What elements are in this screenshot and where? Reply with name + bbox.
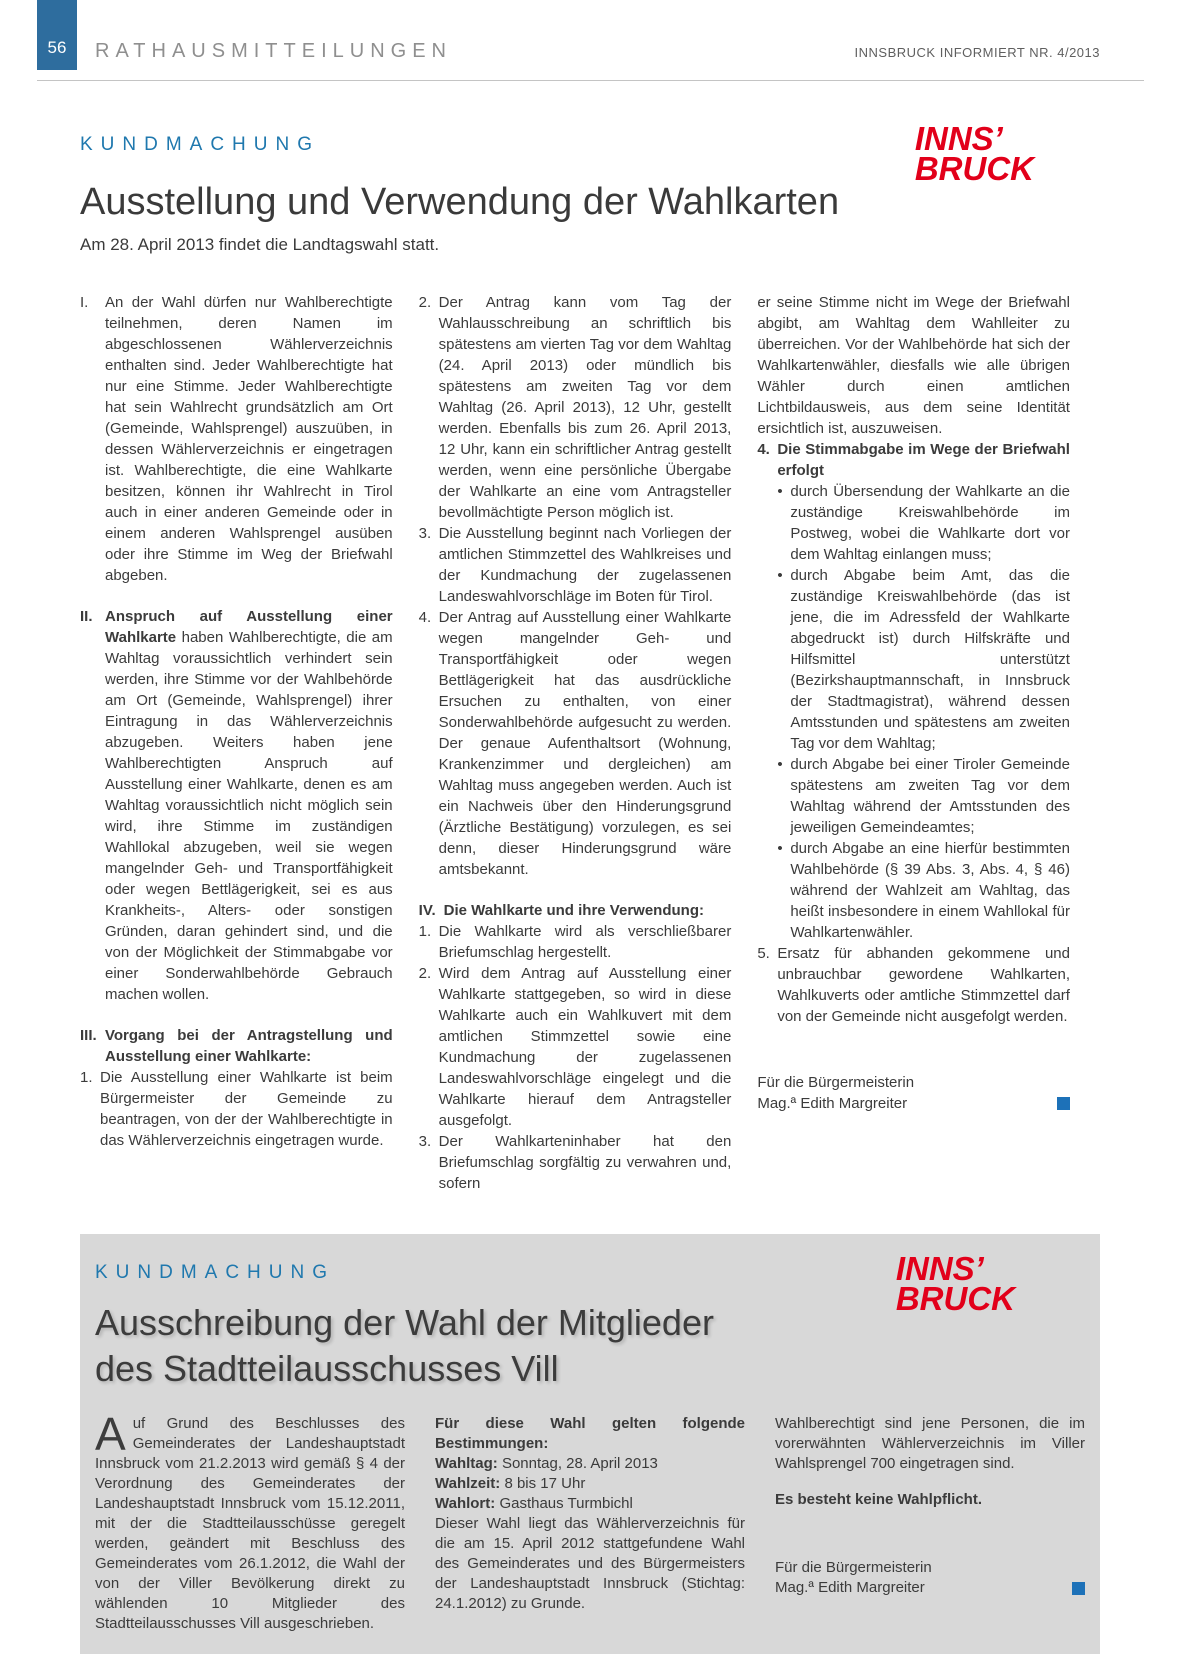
list-label: 3. — [418, 1133, 432, 1150]
column-1 — [95, 1408, 405, 1634]
end-marker-square — [1072, 1582, 1085, 1595]
column-1 — [80, 292, 393, 1194]
column-3-text — [775, 1414, 1085, 1510]
list-label: 4. — [418, 609, 432, 626]
text-block: 1. Die Wahlkarte wird als verschließbarer Briefumschlag hergestellt. — [418, 923, 732, 961]
page-number-tab — [37, 0, 77, 70]
list-label: 2. — [418, 965, 432, 982]
text-block: • durch Übersendung der Wahlkarte an die zuständige Kreiswahlbehörde im Postweg, wobei die Wahlkarte dort vor dem Wahltag einlangen muss; — [777, 483, 1070, 563]
list-label: IV. — [418, 902, 436, 919]
column-3 — [775, 1414, 1085, 1634]
bold-lead-text: Wahlort: — [435, 1495, 500, 1512]
text-block: er seine Stimme nicht im Wege der Briefwahl abgibt, am Wahltag dem Wahlleiter zu überreichen. Vor der Wahlbehörde hat sich der Wahlkartenwähler, diesfalls wie alle übrigen Wähler durch einen amtlichen Lichtbildausweis, aus dem seine Identität ersichtlich ist, auszuweisen. — [757, 294, 1070, 437]
text-block — [80, 1025, 393, 1067]
list-label: • — [777, 840, 783, 857]
signature-role: Für die Bürgermeisterin — [775, 1559, 932, 1576]
text-block — [419, 900, 732, 921]
text-block: Dieser Wahl liegt das Wählerverzeichnis für die am 15. April 2012 stattgefundene Wahl des Gemeinderates und des Bürgermeisters der Landeshauptstadt Innsbruck (Stichtag: 24.1.2012) zu Grunde. — [435, 1515, 745, 1612]
text-block: II. Anspruch auf Ausstellung einer Wahlkarte haben Wahlberechtigte, die am Wahltag voraussichtlich verhindert sein werden, ihre Stimme vor der Wahlbehörde am Ort (Gemeinde, Wahlsprengel) ihrer Eintragung in das Wählerverzeichnis abzugeben. Weiters haben jene Wahlberechtigten Anspruch auf Ausstellung einer Wahlkarte, denen es am Wahltag voraussichtlich nicht möglich sein wird, ihre Stimme im zuständigen Wahllokal abzugeben, weil sie wegen mangelnder Geh- und Transportfähigkeit oder wegen Bettlägerigkeit, sei es aus Krankheits-, Alters- oder sonstigen Gründen, daran gehindert sind, und die von der Möglichkeit der Stimmabgabe vor einer Sonderwahlbehörde Gebrauch machen wollen. — [80, 608, 393, 1003]
list-label: • — [777, 567, 783, 584]
page-header — [37, 0, 1144, 81]
bold-lead-text: Anspruch auf Ausstellung einer Wahlkarte — [105, 608, 393, 646]
article-vill — [80, 1234, 1100, 1654]
signature-name: Mag.ª Edith Margreiter — [775, 1579, 925, 1596]
text-block: 3. Die Ausstellung beginnt nach Vorliegen der amtlichen Stimmzettel des Wahlkreises und der Kundmachung der zugelassenen Landeswahlvorschläge im Boten für Tirol. — [418, 525, 732, 605]
list-label: III. — [80, 1027, 97, 1044]
text-block: • durch Abgabe an eine hierfür bestimmten Wahlbehörde (§ 39 Abs. 3, Abs. 4, § 46) während der Wahlzeit am Wahltag, das heißt insbesondere in einem Wahllokal für Wahlkartenwähler. — [777, 840, 1070, 941]
column-2 — [419, 292, 732, 1194]
text-block: Wahlberechtigt sind jene Personen, die im vorerwähnten Wählerverzeichnis im Viller Wahlsprengel 700 eingetragen sind. — [775, 1415, 1085, 1472]
text-block: 2. Der Antrag kann vom Tag der Wahlausschreibung an schriftlich bis spätestens am vierten Tag vor dem Wahltag (24. April 2013) oder mündlich bis spätestens am zweiten Tag vor dem Wahltag (26. April 2013), 12 Uhr, gestellt werden. Ebenfalls bis zum 26. April 2013, 12 Uhr, kann ein schriftlicher Antrag gestellt werden, wenn eine persönliche Übergabe der Wahlkarte an eine vom Antragsteller bevollmächtigte Person möglich ist. — [418, 294, 732, 521]
page-content — [80, 80, 1100, 1654]
bold-lead-text: Vorgang bei der Antragstellung und Ausstellung einer Wahlkarte: — [105, 1027, 393, 1065]
text-block: 1. Die Ausstellung einer Wahlkarte ist beim Bürgermeister der Gemeinde zu beantragen, von der der Wahlberechtigte in das Wählerverzeichnis eingetragen wurde. — [80, 1069, 393, 1149]
innsbruck-logo-line1: INNS’ — [895, 1250, 984, 1287]
list-label: 5. — [757, 945, 770, 962]
bold-lead-text: Wahlzeit: — [435, 1475, 505, 1492]
innsbruck-logo — [895, 1250, 1015, 1317]
kicker-label: KUNDMACHUNG — [80, 134, 320, 155]
article-title: Ausstellung und Verwendung der Wahlkarten — [80, 181, 840, 223]
list-label: II. — [80, 608, 93, 625]
list-label: 1. — [80, 1069, 93, 1086]
text-block: • durch Abgabe beim Amt, das die zuständige Kreiswahlbehörde (das ist jene, die im Adressfeld der Wahlkarte abgedruckt ist) durch Hilfskräfte und Hilfsmittel unterstützt (Bezirkshauptmannschaft, in Innsbruck der Stadtmagistrat), während dessen Amtsstunden und spätestens am zweiten Tag vor dem Wahltag; — [777, 567, 1070, 752]
kicker-label: KUNDMACHUNG — [95, 1262, 335, 1283]
end-marker-square — [1057, 1097, 1070, 1110]
article-wahlkarten-head — [80, 80, 1100, 256]
text-block: Wahlort: Gasthaus Turmbichl — [435, 1495, 633, 1512]
bold-lead-text: Für diese Wahl gelten folgende Bestimmungen: — [435, 1415, 745, 1452]
article-title-line1: Ausschreibung der Wahl der Mitglieder — [95, 1302, 714, 1343]
text-block — [775, 1490, 1085, 1510]
issue-info: INNSBRUCK INFORMIERT NR. 4/2013 — [854, 45, 1100, 60]
article-columns — [95, 1408, 1085, 1634]
text-block: Auf Grund des Beschlusses des Gemeinderates der Landeshauptstadt Innsbruck vom 21.2.2013 wird gemäß § 4 der Verordnung des Gemeinderates der Landeshauptstadt Innsbruck vom 15.12.2011, mit der die Stadtteilausschüsse geregelt werden, geändert mit Beschluss des Gemeinderates vom 26.1.2012, die Wahl der von der Viller Bevölkerung direkt zu wählenden 10 Mitglieder des Stadtteilausschusses Vill ausgeschrieben. — [95, 1408, 405, 1632]
article-subtitle: Am 28. April 2013 findet die Landtagswahl statt. — [80, 235, 440, 254]
text-block: 3. Der Wahlkarteninhaber hat den Briefumschlag sorgfältig zu verwahren und, sofern — [418, 1133, 732, 1192]
bold-lead-text: Wahltag: — [435, 1455, 502, 1472]
text-block — [757, 439, 1070, 481]
drop-cap: A — [95, 1408, 126, 1460]
list-label: 4. — [757, 441, 770, 458]
bold-lead-text: Es besteht keine Wahlpflicht. — [775, 1491, 982, 1508]
column-3 — [757, 292, 1070, 1194]
bold-lead-text: Die Stimmabgabe im Wege der Briefwahl erfolgt — [777, 441, 1070, 479]
text-block: I. An der Wahl dürfen nur Wahlberechtigte teilnehmen, deren Namen im abgeschlossenen Wählerverzeichnis enthalten sind. Jeder Wahlberechtigte hat nur eine Stimme. Jeder Wahlberechtigte hat sein Wahlrecht grundsätzlich am Ort (Gemeinde, Wahlsprengel) auszuüben, in dessen Wählerverzeichnis er eingetragen ist. Wahlberechtigte, die eine Wahlkarte besitzen, können ihr Wahlrecht in Tirol auch in einer anderen Gemeinde oder in einem anderen Wahlsprengel ausüben oder ihre Stimme im Weg der Briefwahl abgeben. — [80, 294, 393, 584]
signature — [757, 1072, 1070, 1114]
list-label: • — [777, 483, 783, 500]
article-wahlkarten — [80, 80, 1100, 1194]
list-label: I. — [80, 294, 89, 311]
text-block: Wahltag: Sonntag, 28. April 2013 — [435, 1455, 658, 1472]
text-block: • durch Abgabe bei einer Tiroler Gemeinde spätestens am zweiten Tag vor dem Wahltag während der Amtsstunden des jeweiligen Gemeindeamtes; — [777, 756, 1070, 836]
innsbruck-logo-line1: INNS’ — [914, 120, 1003, 157]
text-block: 5. Ersatz für abhanden gekommene und unbrauchbar gewordene Wahlkarten, Wahlkuverts oder amtliche Stimmzettel darf von der Gemeinde nicht ausgefolgt werden. — [757, 945, 1070, 1025]
innsbruck-logo-line2: BRUCK — [914, 150, 1034, 187]
list-label: 2. — [418, 294, 432, 311]
innsbruck-logo-line2: BRUCK — [895, 1280, 1015, 1317]
list-label: 3. — [418, 525, 432, 542]
text-block: 2. Wird dem Antrag auf Ausstellung einer Wahlkarte stattgegeben, so wird in diese Wahlkarte auch ein Wahlkuvert mit dem amtlichen Stimmzettel sowie eine Kundmachung der zugelassenen Landeswahlvorschläge eingelegt und die Wahlkarte hierauf dem Antragsteller ausgefolgt. — [418, 965, 732, 1129]
section-title: RATHAUSMITTEILUNGEN — [95, 40, 452, 62]
article-columns — [80, 292, 1070, 1194]
text-block — [435, 1414, 745, 1454]
column-3-text — [757, 292, 1070, 1027]
signature-name: Mag.ª Edith Margreiter — [757, 1095, 908, 1112]
list-label: • — [777, 756, 783, 773]
signature — [775, 1558, 1085, 1598]
text-block: Wahlzeit: 8 bis 17 Uhr — [435, 1475, 586, 1492]
innsbruck-logo — [914, 120, 1034, 187]
signature-role: Für die Bürgermeisterin — [757, 1074, 915, 1091]
bold-lead-text: Die Wahlkarte und ihre Verwendung: — [443, 902, 704, 919]
column-2 — [435, 1414, 745, 1634]
list-label: 1. — [418, 923, 432, 940]
text-block: 4. Der Antrag auf Ausstellung einer Wahlkarte wegen mangelnder Geh- und Transportfähigkeit oder wegen Bettlägerigkeit hat das ausdrückliche Ersuchen zu enthalten, von einer Sonderwahlbehörde aufgesucht zu werden. Der genaue Aufenthaltsort (Wohnung, Krankenzimmer und dergleichen) am Wahltag muss angegeben werden. Auch ist ein Nachweis über den Hinderungsgrund (Ärztliche Bestätigung) vorzulegen, es sei denn, dieser Hinderungsgrund wäre amtsbekannt. — [418, 609, 732, 878]
page-number: 56 — [47, 38, 67, 57]
article-title-line2: des Stadtteilausschusses Vill — [95, 1348, 559, 1389]
